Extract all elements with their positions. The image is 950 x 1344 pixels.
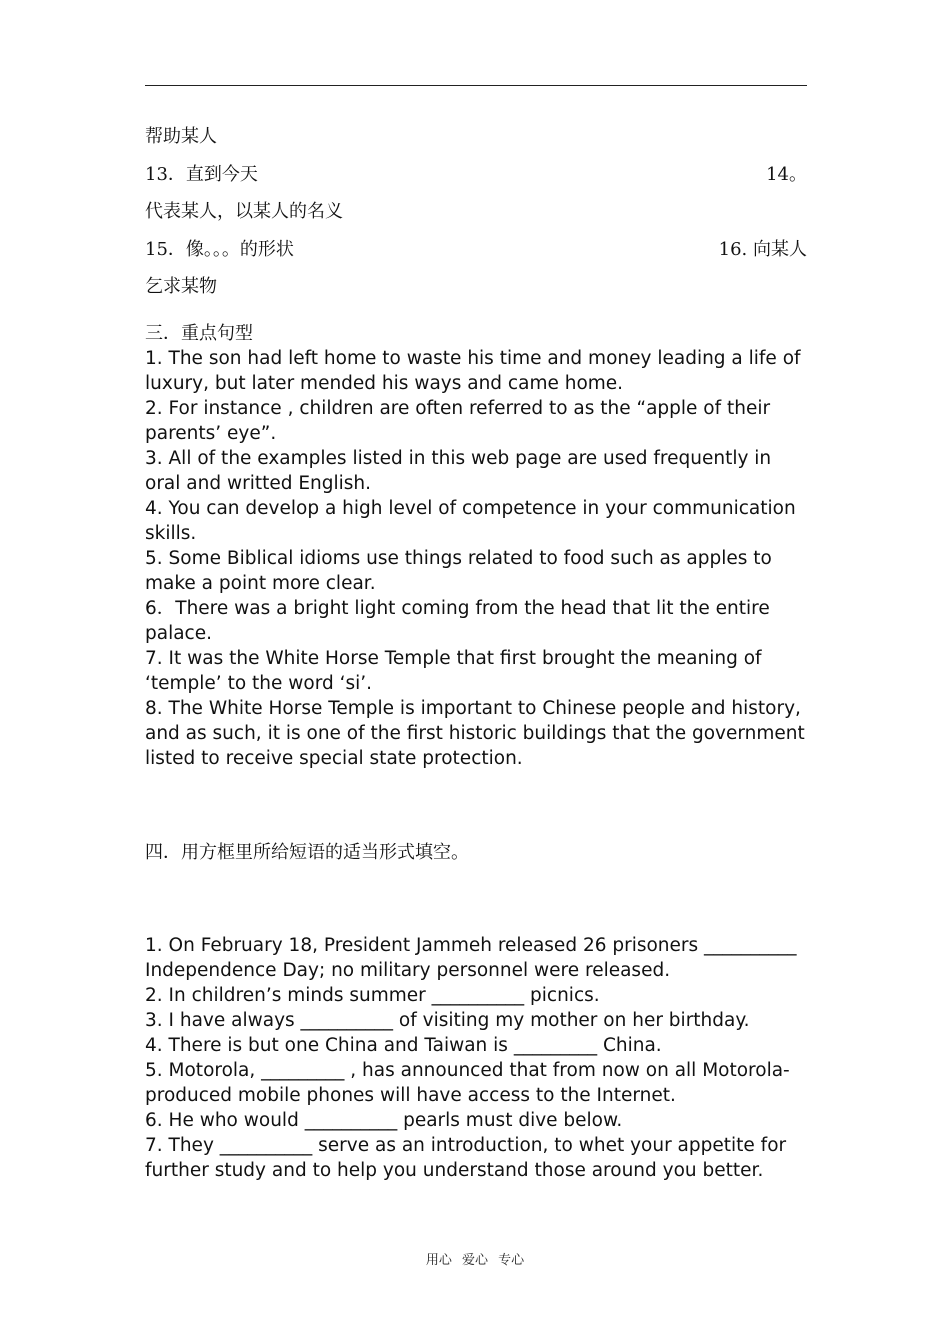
section-3-sentences <box>145 346 810 771</box>
fill-blank-question: 4. There is but one China and Taiwan is _________ China. <box>145 1035 662 1056</box>
key-sentence: 7. It was the White Horse Temple that first brought the meaning of ‘temple’ to the word ‘si’. <box>145 648 762 694</box>
key-sentence: 5. Some Biblical idioms use things related to food such as apples to make a point more clear. <box>145 548 772 594</box>
section-4-title: 四．用方框里所给短语的适当形式填空。 <box>145 842 469 863</box>
key-sentence: 6．There was a bright light coming from the head that lit the entire palace. <box>145 598 770 644</box>
fill-blank-question: 5. Motorola, _________ , has announced that from now on all Motorola-produced mobile phones will have access to the Internet. <box>145 1060 790 1106</box>
page-footer: 用心 爱心 专心 <box>425 1253 525 1268</box>
section-3-title: 三．重点句型 <box>145 323 253 344</box>
section-4-questions <box>145 933 810 1183</box>
fill-blank-question: 7. They __________ serve as an introduction, to whet your appetite for further study and to help you understand those around you better. <box>145 1135 787 1181</box>
vocab-item-15: 15．像。。。的形状 <box>145 239 294 260</box>
fill-blank-question: 2. In children’s minds summer __________ picnics. <box>145 985 600 1006</box>
vocab-line-beg: 乞求某物 <box>145 276 217 297</box>
vocab-item-14: 14。 <box>766 164 807 185</box>
key-sentence: 2. For instance , children are often referred to as the “apple of their parents’ eye”. <box>145 398 771 444</box>
key-sentence: 3. All of the examples listed in this web page are used frequently in oral and writted English. <box>145 448 772 494</box>
fill-blank-question: 6. He who would __________ pearls must dive below. <box>145 1110 623 1131</box>
vocab-line-help: 帮助某人 <box>145 126 217 147</box>
key-sentence: 8. The White Horse Temple is important to Chinese people and history, and as such, it is one of the first historic buildings that the government listed to receive special state protection. <box>145 698 805 769</box>
header-rule <box>145 85 807 86</box>
fill-blank-question: 1. On February 18, President Jammeh released 26 prisoners __________ Independence Day; no military personnel were released. <box>145 935 797 981</box>
vocab-item-13: 13．直到今天 <box>145 164 258 185</box>
fill-blank-question: 3. I have always __________ of visiting my mother on her birthday. <box>145 1010 750 1031</box>
vocab-line-represent: 代表某人，以某人的名义 <box>145 201 343 222</box>
key-sentence: 4. You can develop a high level of competence in your communication skills. <box>145 498 796 544</box>
vocab-item-16: 16. 向某人 <box>718 239 807 260</box>
key-sentence: 1. The son had left home to waste his time and money leading a life of luxury, but later mended his ways and came home. <box>145 348 801 394</box>
